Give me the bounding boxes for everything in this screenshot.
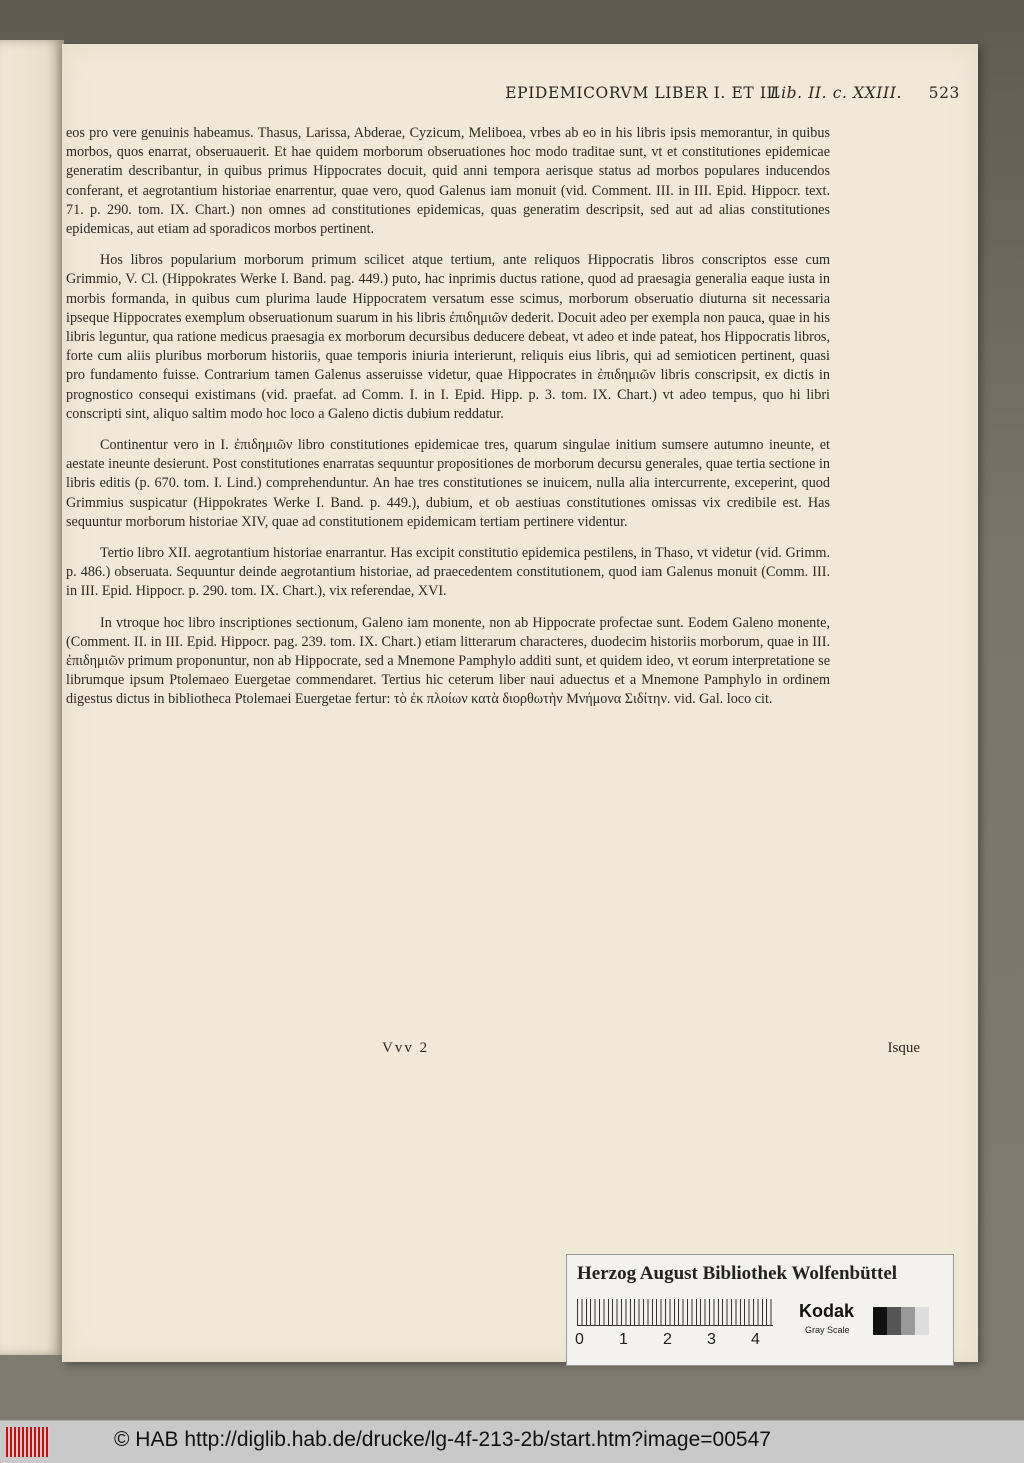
scale-ruler — [577, 1299, 773, 1326]
kodak-logo: Kodak — [799, 1301, 855, 1321]
paragraph: In vtroque hoc libro inscriptiones sectionum, Galeno iam monente, non ab Hippocrate profectae sunt. Eodem Galeno monente, (Comment. II. in III. Epid. Hippocr. pag. 239. tom. IX. Chart.) etiam litterarum characteres, duodecim historiis morborum, quae in III. ἐπιδημιῶν primum proponuntur, non ab Hippocrate, sed a Mnemone Pamphylo additi sunt, et quidem ideo, vt eorum interpretatione se librumque ipsum Ptolemaeo Euergetae commendaret. Tertius hic ceterum liber naui aduectus et a Mnemone Pamphylo in ordinem digestus dictus in bibliotheca Ptolemaei Euergetae fertur: τὸ ἐκ πλοίων κατὰ διορθωτὴν Μνήμονα Σιδίτην. vid. Gal. loco cit. — [66, 614, 830, 708]
gray-scale-label: Gray Scale — [805, 1325, 850, 1335]
page-header — [62, 84, 960, 108]
chapter-reference: Lib. II. c. XXIII. — [770, 84, 902, 102]
hab-logo-icon — [6, 1427, 50, 1457]
paragraph: Tertio libro XII. aegrotantium historiae enarrantur. Has excipit constitutio epidemica pestilens, in Thaso, vt videtur (vid. Grimm. p. 486.) obseruata. Sequuntur deinde aegrotantium historiae, ad praecedentem constitutionem, quod iam Galenus monuit (Comm. III. in III. Epid. Hippocr. p. 290. tom. IX. Chart.), vix referendae, XVI. — [66, 545, 830, 600]
scale-number: 2 — [663, 1331, 672, 1348]
running-title: EPIDEMICORVM LIBER I. ET III — [505, 84, 780, 102]
paragraph: Hos libros popularium morborum primum scilicet atque tertium, ante reliquos Hippocratis libros conscriptos esse cum Grimmio, V. Cl. (Hippokrates Werke I. Band. pag. 449.) puto, hac inprimis ductus ratione, quod ad praesagia generalia eaque iusta in morbis formanda, in quibus cum plurima laude Hippocratem versatum esse scimus, morborum obseruatio diuturna sit necessaria ipseque Hippocrates exemplum obseruationum suarum in his libris ἐπιδημιῶν dederit. Docuit adeo per exempla non pauca, quae in his libris leguntur, qua ratione medicus praesagia ex morborum decursibus deducere debeat, vt adeo et inde pateat, hos Hippocratis libros, forte cum aliis pluribus morborum historiis, quae temporis iniuria interierunt, reliquis eius libris, qui ad semioticen pertinent, quasi pro fundamento fuisse. Contrarium tamen Galenus asseruisse videtur, quae Hippocrates in ἐπιδημιῶν libris conscripsit, ex dictis in prognostico consequi existimans (vid. praefat. ad Comm. I. in I. Epid. Hipp. p. 3. tom. IX. Chart.) vt adeo tempus, quo hi libri conscripti sint, aliquo saltim modo hoc loco a Galeno dictis dubium reddatur. — [66, 252, 830, 422]
signature-mark: Vvv 2 — [382, 1040, 430, 1056]
body-text — [66, 124, 830, 722]
scale-number: 1 — [619, 1331, 628, 1348]
catchword: Isque — [887, 1040, 920, 1056]
copyright-url[interactable]: © HAB http://diglib.hab.de/drucke/lg-4f-213-2b/start.htm?image=00547 — [114, 1428, 771, 1451]
page-number: 523 — [928, 84, 960, 102]
gray-scale-swatch — [873, 1307, 929, 1335]
library-name: Herzog August Bibliothek Wolfenbüttel — [577, 1263, 898, 1284]
scale-number: 0 — [575, 1331, 584, 1348]
scale-number: 3 — [707, 1331, 716, 1348]
paragraph: eos pro vere genuinis habeamus. Thasus, Larissa, Abderae, Cyzicum, Meliboea, vrbes ab eo in his libris ipsis memorantur, in quibus morbos, quos enarrat, obseruauerit. Et hae quidem morborum obseruationes hoc modo traditae sunt, vt et constitutiones epidemicae generatim describantur, in quibus primus Hippocrates docuit, quid anni tempora aerisque status ad morbos populares inducendos conferant, et aegrotantium historiae enarrentur, quae vero, quod Galenus iam monuit (vid. Comment. III. in III. Epid. Hippocr. text. 71. p. 290. tom. IX. Chart.) non omnes ad constitutiones epidemicas, quas generatim descripsit, sed aut ad alias constitutiones epidemicas, aut etiam ad sporadicos morbos pertinent. — [66, 125, 830, 238]
copyright-bar — [0, 1420, 1024, 1463]
facing-page-edge — [0, 40, 64, 1355]
scale-number: 4 — [751, 1331, 760, 1348]
archive-color-card — [566, 1254, 954, 1366]
paragraph: Continentur vero in I. ἐπιδημιῶν libro constitutiones epidemicae tres, quarum singulae initium sumsere autumno ineunte, et aestate ineunte desierunt. Post constitutiones enarratas sequuntur propositiones de morborum decursu generales, quae tertia sectione in libris editis (p. 670. tom. I. Lind.) comprehenduntur. An hae tres constitutiones se inuicem, nulla alia intercurrente, exceperint, quod Grimmius suspicatur (Hippokrates Werke I. Band. p. 449.), dubium, et ob aestiuas constitutiones omissas vix credibile est. Has sequuntur morborum historiae XIV, quae ad constitutionem epidemicam tertiam pertinere videntur. — [66, 437, 830, 530]
